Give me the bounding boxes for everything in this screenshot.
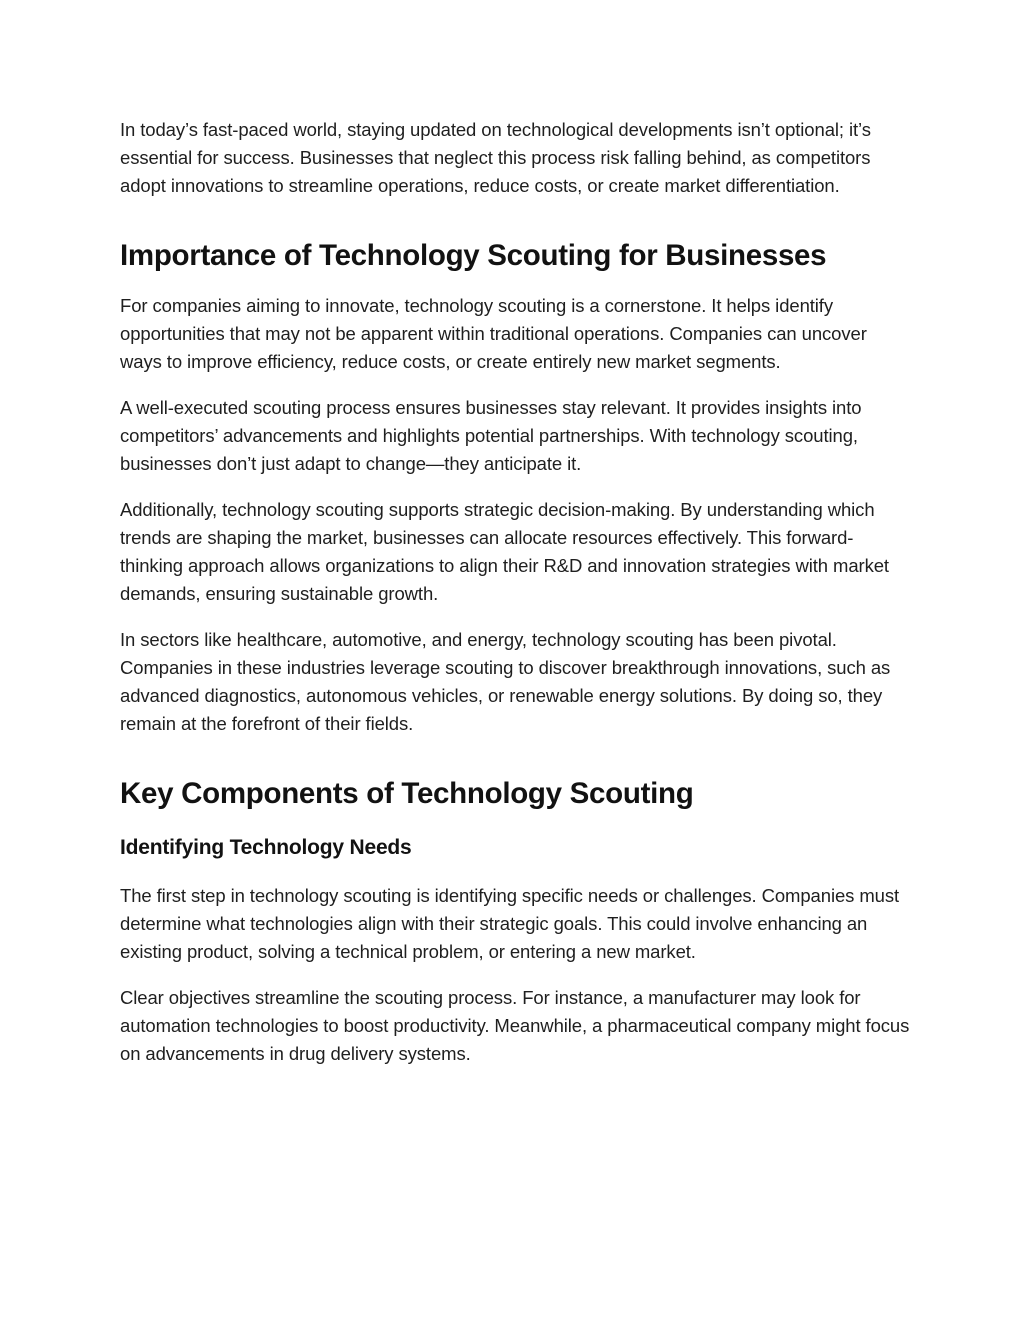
importance-paragraph-4: In sectors like healthcare, automotive, and energy, technology scouting has been pivotal. Companies in these industries leverage scouting to discover breakthrough innovations, such as advanced diagnostics, autonomous vehicles, or renewable energy solutions. By doing so, they remain at the forefront of their fields. [120,629,891,734]
intro-paragraph: In today’s fast-paced world, staying updated on technological developments isn’t optional; it’s essential for success. Businesses that neglect this process risk falling behind, as competitors adopt innovations to streamline operations, reduce costs, or create market differentiation. [120,119,871,196]
identifying-needs-subheading: Identifying Technology Needs [120,836,412,859]
importance-paragraph-2: A well-executed scouting process ensures businesses stay relevant. It provides insights into competitors’ advancements and highlights potential partnerships. With technology scouting, businesses don’t just adapt to change—they anticipate it. [120,397,862,474]
importance-heading: Importance of Technology Scouting for Businesses [120,239,827,272]
key-components-paragraph-2: Clear objectives streamline the scouting process. For instance, a manufacturer may look for automation technologies to boost productivity. Meanwhile, a pharmaceutical company might focus on advancements in drug delivery systems. [120,987,910,1064]
key-components-heading: Key Components of Technology Scouting [120,777,694,810]
importance-paragraph-1: For companies aiming to innovate, technology scouting is a cornerstone. It helps identify opportunities that may not be apparent within traditional operations. Companies can uncover ways to improve efficiency, reduce costs, or create entirely new market segments. [120,295,867,372]
document-page [120,116,910,1068]
importance-paragraph-3: Additionally, technology scouting supports strategic decision-making. By understanding which trends are shaping the market, businesses can allocate resources effectively. This forward-thinking approach allows organizations to align their R&D and innovation strategies with market demands, ensuring sustainable growth. [120,499,889,604]
key-components-paragraph-1: The first step in technology scouting is identifying specific needs or challenges. Companies must determine what technologies align with their strategic goals. This could involve enhancing an existing product, solving a technical problem, or entering a new market. [120,885,900,962]
